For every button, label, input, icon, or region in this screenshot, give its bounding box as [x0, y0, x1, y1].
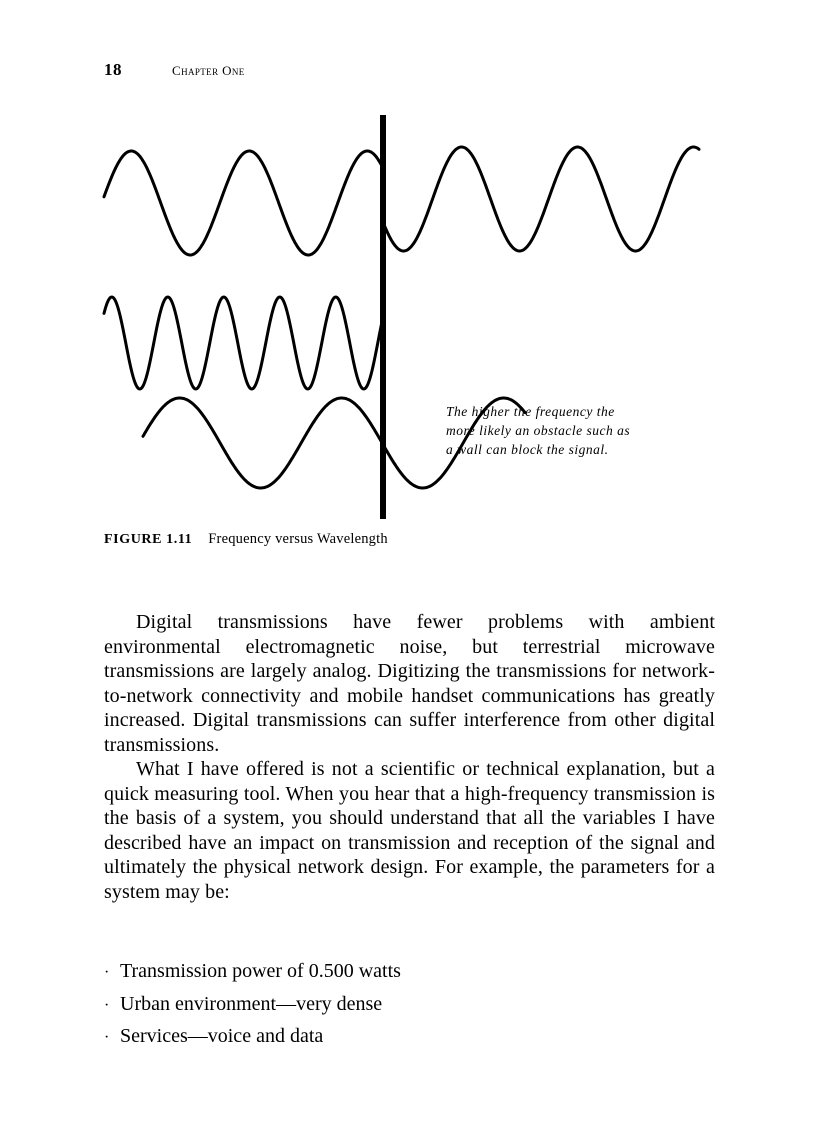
chapter-title: Chapter One — [172, 63, 245, 78]
bullet-mark: · — [104, 996, 110, 1014]
annotation-line: more likely an obstacle such as — [446, 423, 631, 438]
parameter-list — [104, 956, 401, 1054]
wave-medium-frequency-passed — [383, 147, 699, 251]
figure-caption — [104, 531, 388, 548]
caption-label: FIGURE 1.11 — [104, 532, 193, 547]
list-item — [104, 989, 401, 1022]
wave-diagram — [0, 105, 816, 525]
figure-frequency-wavelength — [0, 105, 816, 525]
wave-medium-frequency-incident — [104, 151, 383, 255]
list-item — [104, 1021, 401, 1054]
annotation-line: a wall can block the signal. — [446, 442, 609, 457]
page-header — [104, 60, 245, 82]
caption-text: Frequency versus Wavelength — [208, 531, 388, 547]
bullet-mark: · — [104, 964, 110, 981]
list-item — [104, 956, 401, 989]
list-item-text: Transmission power of 0.500 watts — [120, 960, 401, 982]
paragraph: What I have offered is not a scientific or technical explanation, but a quick measuring tool. When you hear that a high-frequency transmission is the basis of a system, you should understand that all the variables I have described have an impact on transmission and reception of the signal and ultimately the physical network design. For example, the parameters for a system may be: — [104, 758, 715, 903]
list-item-text: Urban environment—very dense — [120, 992, 383, 1015]
body-text — [104, 610, 715, 904]
annotation-line: The higher the frequency the — [446, 404, 615, 419]
figure-annotation — [446, 402, 686, 459]
list-item-text: Services—voice and data — [120, 1025, 324, 1047]
page-number: 18 — [104, 60, 122, 79]
wave-high-frequency-blocked — [104, 297, 383, 389]
paragraph: Digital transmissions have fewer problems with ambient environmental electromagnetic noise, but terrestrial microwave transmissions are largely analog. Digitizing the transmissions for network-to-network connectivity and mobile handset communications has greatly increased. Digital transmissions can suffer interference from other digital transmissions. — [104, 611, 715, 756]
bullet-mark: · — [104, 1029, 110, 1046]
